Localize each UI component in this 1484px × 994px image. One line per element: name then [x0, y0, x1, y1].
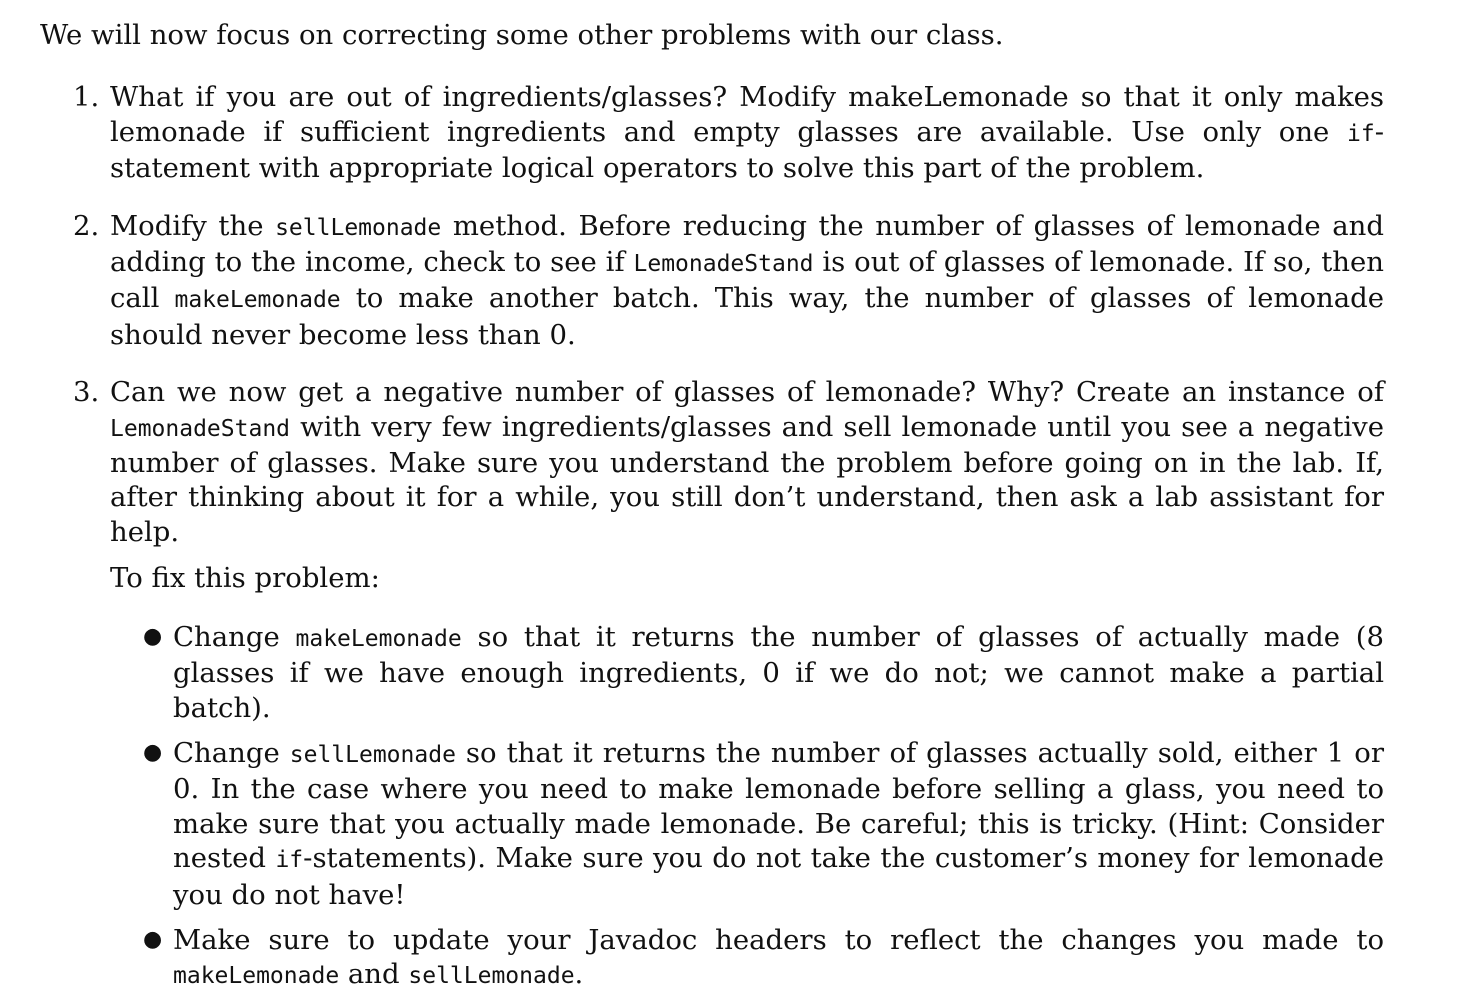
code-method-name: makeLemonade: [174, 287, 341, 314]
code-method-name: sellLemonade: [289, 741, 456, 768]
item-text: [110, 210, 1384, 351]
text-run: method. Before reducing the number of glasses of lemonade and adding to the income, check to see if: [110, 209, 1384, 279]
text-run: Modify the: [110, 209, 276, 242]
code-method-name: makeLemonade: [295, 625, 462, 652]
code-keyword: if: [275, 847, 304, 874]
text-run: .: [574, 958, 584, 991]
fix-lead-text: To fix this problem:: [110, 562, 380, 595]
text-run: so that it returns the number of glasses actually sold, either 1 or 0. In the case where you need to make lemonade before selling a glass, you need to make sure that you actually made lemonade. Be careful; this is tricky. (Hint: Consider nested: [173, 736, 1384, 875]
text-run: so that it returns the number of glasses of actually made (8 glasses if we have enough ingredients, 0 if we do not; we cannot make a partial batch).: [173, 620, 1384, 724]
code-keyword: if: [1347, 120, 1375, 147]
code-method-name: makeLemonade: [173, 963, 340, 990]
text-run: Change: [173, 620, 296, 653]
item-text: [110, 376, 1384, 548]
task-item-2: [40, 209, 1384, 353]
code-class-name: LemonadeStand: [633, 251, 814, 278]
task-list: [40, 80, 1384, 993]
text-run: -statements). Make sure you do not take the customer’s money for lemonade you do not have!: [173, 842, 1384, 911]
text-run: What if you are out of ingredients/glasses? Modify makeLemonade so that it only makes lemonade if sufficient ingredients and empty glasses are available. Use only one: [110, 81, 1384, 148]
item-text: [110, 81, 1384, 184]
text-run: Change: [173, 736, 290, 769]
fix-bullet-list: [110, 620, 1384, 994]
code-method-name: sellLemonade: [275, 214, 442, 241]
text-run: -statement with appropriate logical operators to solve this part of the problem.: [110, 115, 1384, 185]
item-number: 3.: [73, 376, 100, 409]
intro-paragraph: We will now focus on correcting some other problems with our class.: [40, 19, 1004, 51]
task-item-1: [40, 80, 1384, 185]
task-item-3: [40, 375, 1384, 994]
document-page: [40, 18, 1384, 994]
text-run: is out of glasses of lemonade. If so, then call: [110, 246, 1384, 315]
bullet-icon: ●: [143, 926, 163, 952]
bullet-icon: ●: [143, 739, 163, 765]
text-run: and: [339, 958, 409, 991]
text-run: to make another batch. This way, the number of glasses of lemonade should never become less than 0.: [110, 282, 1384, 351]
bullet-icon: ●: [143, 623, 163, 649]
fix-bullet-3: [110, 923, 1384, 994]
item-number: 1.: [73, 81, 100, 114]
text-run: Make sure to update your Javadoc headers to reflect the changes you made to: [173, 923, 1384, 956]
text-run: Can we now get a negative number of glasses of lemonade? Why? Create an instance of: [110, 376, 1384, 409]
code-class-name: LemonadeStand: [110, 415, 291, 442]
item-number: 2.: [73, 209, 100, 242]
fix-bullet-2: [110, 736, 1384, 912]
text-run: with very few ingredients/glasses and sell lemonade until you see a negative number of glasses. Make sure you understand the problem before going on in the lab. If, after thinking about it for a while, you still don’t understand, then ask a lab assistant for help.: [110, 410, 1384, 548]
code-method-name: sellLemonade: [408, 963, 575, 990]
fix-bullet-1: [110, 620, 1384, 725]
